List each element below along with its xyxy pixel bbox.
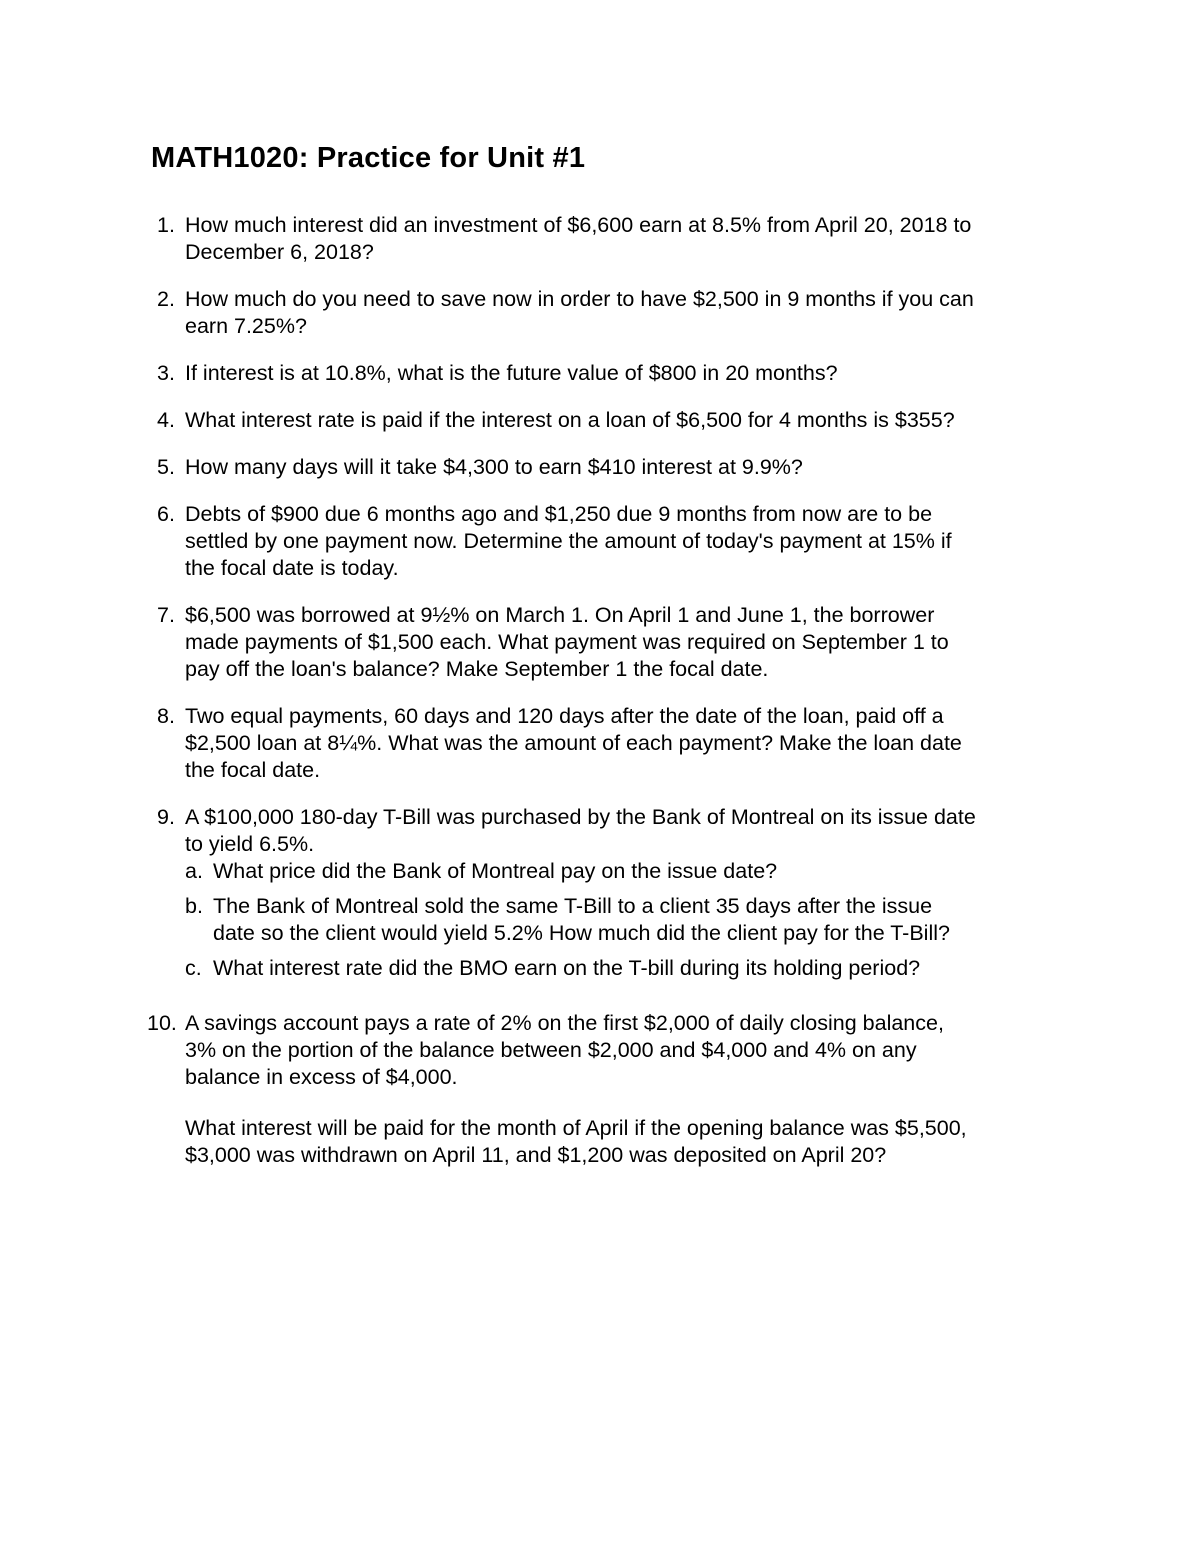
sub-question-list [185,858,1080,982]
question-number: 3. [157,361,175,385]
question-number: 4. [157,408,175,432]
sub-question-letter: c. [185,956,202,980]
sub-question-text: The Bank of Montreal sold the same T-Bill to a client 35 days after the issue date so the client would yield 5.2% How much did the client pay for the T-Bill? [213,894,950,945]
question-text: A savings account pays a rate of 2% on the first $2,000 of daily closing balance, 3% on the portion of the balance between $2,000 and $4,000 and 4% on any balance in excess of $4,000. What interest will be paid for the month of April if the opening balance was $5,500, $3,000 was withdrawn on April 11, and $1,200 was deposited on April 20? [185,1010,1080,1169]
sub-question-letter: b. [185,894,203,918]
question-text: Debts of $900 due 6 months ago and $1,250 due 9 months from now are to be settled by one payment now. Determine the amount of today's payment at 15% if the focal date is today. [185,502,952,580]
question-6 [140,501,1080,582]
sub-question-a [185,858,1080,885]
question-8 [140,703,1080,784]
question-number: 8. [157,704,175,728]
question-paragraph: What interest will be paid for the month of April if the opening balance was $5,500, $3,000 was withdrawn on April 11, and $1,200 was deposited on April 20? [185,1116,967,1167]
question-5 [140,454,1080,481]
question-number: 10. [147,1011,177,1035]
question-number: 5. [157,455,175,479]
page-title: MATH1020: Practice for Unit #1 [151,142,586,174]
question-10 [140,1010,1080,1169]
question-number: 2. [157,287,175,311]
question-text: $6,500 was borrowed at 9½% on March 1. On April 1 and June 1, the borrower made payments of $1,500 each. What payment was required on September 1 to pay off the loan's balance? Make September 1 the focal date. [185,603,949,681]
question-list [140,212,1080,1189]
sub-question-text: What interest rate did the BMO earn on the T-bill during its holding period? [213,956,921,980]
question-1 [140,212,1080,266]
question-text: How much do you need to save now in order to have $2,500 in 9 months if you can earn 7.25%? [185,287,974,338]
question-text: How much interest did an investment of $6,600 earn at 8.5% from April 20, 2018 to December 6, 2018? [185,213,972,264]
question-4 [140,407,1080,434]
question-text: If interest is at 10.8%, what is the future value of $800 in 20 months? [185,361,838,385]
question-2 [140,286,1080,340]
question-number: 1. [157,213,175,237]
question-number: 7. [157,603,175,627]
question-3 [140,360,1080,387]
question-number: 9. [157,805,175,829]
sub-question-text: What price did the Bank of Montreal pay on the issue date? [213,859,778,883]
question-text: Two equal payments, 60 days and 120 days after the date of the loan, paid off a $2,500 loan at 8¼%. What was the amount of each payment? Make the loan date the focal date. [185,704,962,782]
sub-question-letter: a. [185,859,203,883]
question-text: A $100,000 180-day T-Bill was purchased by the Bank of Montreal on its issue date to yield 6.5%. a. What price did the Bank of Montreal pay on the issue date? b. The Bank of Montreal sold the same T-Bill to a client 35 days after the issue date so the client would yield 5.2% How much did the client pay for the T-Bill? c. What interest rate did the BMO earn on the T-bill during its holding period? [185,804,1080,990]
question-text: How many days will it take $4,300 to earn $410 interest at 9.9%? [185,455,803,479]
question-7 [140,602,1080,683]
sub-question-b [185,893,1080,947]
question-9 [140,804,1080,990]
question-text: What interest rate is paid if the interest on a loan of $6,500 for 4 months is $355? [185,408,955,432]
sub-question-c [185,955,1080,982]
question-number: 6. [157,502,175,526]
